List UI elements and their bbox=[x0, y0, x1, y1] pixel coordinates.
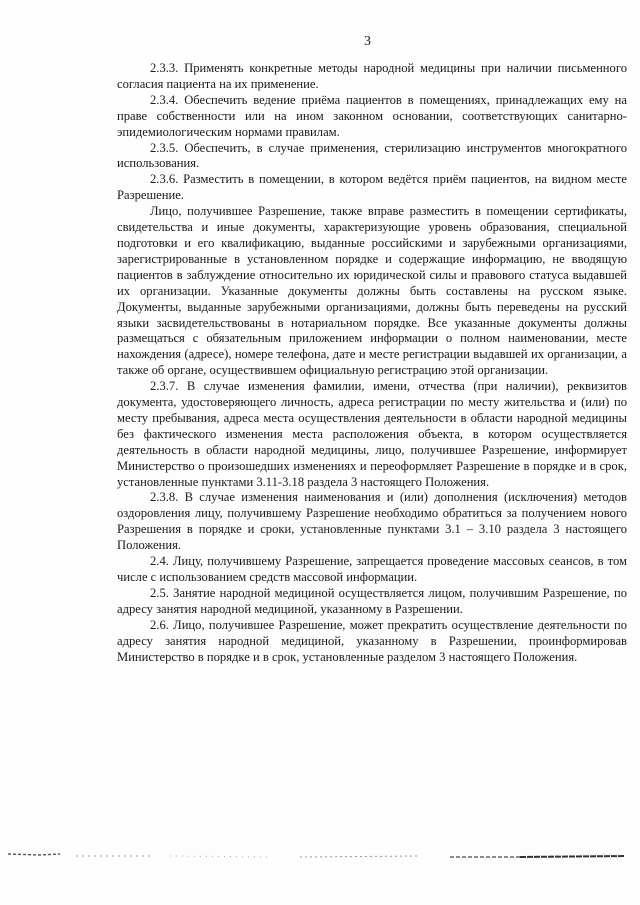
paragraph-2-3-4: 2.3.4. Обеспечить ведение приёма пациентов в помещениях, принадлежащих ему на праве собственности или на ином законном основании, соответствующих санитарно-эпидемиологическим нормами правилам. bbox=[117, 92, 627, 139]
paragraph-2-6: 2.6. Лицо, получившее Разрешение, может прекратить осуществление деятельности по адресу занятия народной медициной, указанному в Разрешении, проинформировав Министерство в порядке и в срок, установленные разделом 3 настоящего Положения. bbox=[117, 617, 627, 664]
paragraph-certificates: Лицо, получившее Разрешение, также вправе разместить в помещении сертификаты, свидетельства и иные документы, характеризующие уровень образования, специальной подготовки и его квалификацию, выданные российскими и зарубежными организациями, зарегистрированные в установленном порядке и содержащие информацию, не вводящую пациентов в заблуждение относительно их юридической силы и правового статуса выдавшей их организации. Указанные документы должны быть составлены на русском языке. Документы, выданные зарубежными организациями, должны быть переведены на русский языки засвидетельствованы в нотариальном порядке. Все указанные документы должны размещаться с обязательным приложением информации о полном наименовании, месте нахождения (адресе), номере телефона, дате и месте регистрации выдавшей их организации, а также об органе, осуществившем официальную регистрацию этой организации. bbox=[117, 204, 627, 378]
paragraph-2-3-7: 2.3.7. В случае изменения фамилии, имени, отчества (при наличии), реквизитов документа, удостоверяющего личность, адреса регистрации по месту жительства и (или) по месту пребывания, адреса места осуществления деятельности в области народной медицины без фактического изменения места расположения объекта, в котором осуществляется деятельность в области народной медицины, лицо, получившее Разрешение, информирует Министерство о произошедших изменениях и переоформляет Разрешение в порядке и в срок, установленные пунктами 3.11-3.18 раздела 3 настоящего Положения. bbox=[117, 379, 627, 489]
paragraph-2-3-5: 2.3.5. Обеспечить, в случае применения, стерилизацию инструментов многократного использования. bbox=[117, 140, 627, 171]
paragraph-2-4: 2.4. Лицу, получившему Разрешение, запрещается проведение массовых сеансов, в том числе с использованием средств массовой информации. bbox=[117, 554, 627, 584]
scan-edge-artifact bbox=[0, 848, 640, 864]
paragraph-2-3-3: 2.3.3. Применять конкретные методы народной медицины при наличии письменного согласия пациента на их применение. bbox=[117, 61, 627, 91]
paragraph-2-3-6: 2.3.6. Разместить в помещении, в котором ведётся приём пациентов, на видном месте Разрешение. bbox=[117, 172, 627, 203]
paragraph-2-5: 2.5. Занятие народной медициной осуществляется лицом, получившим Разрешение, по адресу занятия народной медициной, указанному в Разрешении. bbox=[117, 585, 627, 616]
document-body bbox=[117, 61, 627, 665]
paragraph-2-3-8: 2.3.8. В случае изменения наименования и (или) дополнения (исключения) методов оздоровления лицу, получившему Разрешение необходимо обратиться за получением нового Разрешения в порядке и сроки, установленные пунктами 3.1 – 3.10 раздела 3 настоящего Положения. bbox=[117, 490, 627, 553]
page-number: 3 bbox=[364, 34, 371, 49]
